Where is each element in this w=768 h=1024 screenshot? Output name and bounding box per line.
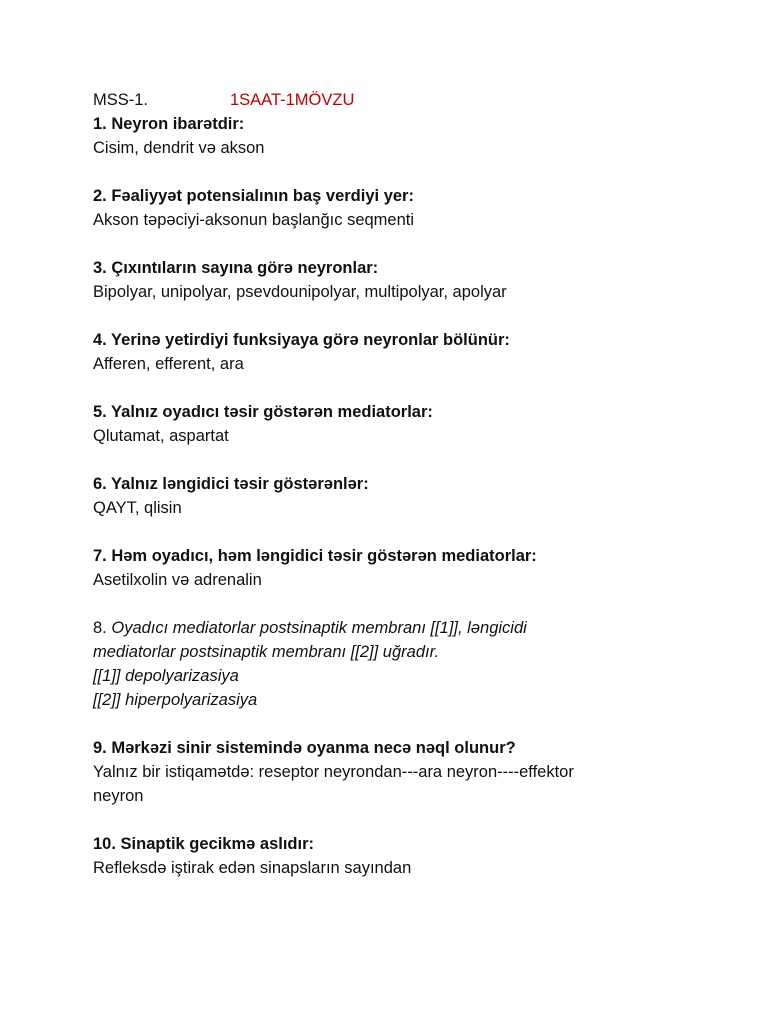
answer-8-blank-2: [[2]] hiperpolyarizasiya (93, 691, 258, 709)
question-item-5 (93, 400, 713, 448)
answer-text: Afferen, efferent, ara (93, 355, 244, 373)
question-item-4 (93, 328, 713, 376)
answer-text: Asetilxolin və adrenalin (93, 571, 262, 589)
document-id: MSS-1. (93, 91, 149, 109)
question-text: 5. Yalnız oyadıcı təsir göstərən mediatorlar: (93, 403, 433, 421)
question-8-text-line-1: Oyadıcı mediatorlar postsinaptik membranı [[1]], ləngicidi (111, 619, 527, 637)
question-text: 6. Yalnız ləngidici təsir göstərənlər: (93, 475, 369, 493)
question-item-6 (93, 472, 713, 520)
question-item-1 (93, 112, 713, 160)
question-text: 2. Fəaliyyət potensialının baş verdiyi yer: (93, 187, 414, 205)
question-item-2 (93, 184, 713, 232)
answer-text: Cisim, dendrit və akson (93, 139, 265, 157)
question-number: 8. (93, 619, 107, 637)
question-text: 10. Sinaptik gecikmə aslıdır: (93, 835, 315, 853)
question-item-9 (93, 736, 713, 808)
answer-text: Bipolyar, unipolyar, psevdounipolyar, multipolyar, apolyar (93, 283, 507, 301)
question-item-7 (93, 544, 713, 592)
answer-text: Refleksdə iştirak edən sinapsların sayından (93, 859, 412, 877)
question-8-text-line-2: mediatorlar postsinaptik membranı [[2]] uğradır. (93, 643, 440, 661)
answer-text: QAYT, qlisin (93, 499, 182, 517)
question-item-8 (93, 616, 713, 712)
answer-8-blank-1: [[1]] depolyarizasiya (93, 667, 239, 685)
answer-text-line-1: Yalnız bir istiqamətdə: reseptor neyrondan---ara neyron----effektor (93, 763, 574, 781)
answer-text: Akson təpəciyi-aksonun başlanğıc seqmenti (93, 211, 415, 229)
question-8-line-1 (93, 616, 713, 640)
question-text: 9. Mərkəzi sinir sistemində oyanma necə nəql olunur? (93, 739, 516, 757)
answer-text-line-2: neyron (93, 787, 144, 805)
question-text: 1. Neyron ibarətdir: (93, 115, 245, 133)
question-item-10 (93, 832, 713, 880)
question-text: 7. Həm oyadıcı, həm ləngidici təsir göstərən mediatorlar: (93, 547, 537, 565)
document-header (93, 88, 713, 112)
topic-title: 1SAAT-1MÖVZU (230, 91, 355, 109)
document-page (93, 88, 713, 904)
answer-text: Qlutamat, aspartat (93, 427, 229, 445)
question-text: 3. Çıxıntıların sayına görə neyronlar: (93, 259, 379, 277)
question-item-3 (93, 256, 713, 304)
question-text: 4. Yerinə yetirdiyi funksiyaya görə neyronlar bölünür: (93, 331, 510, 349)
